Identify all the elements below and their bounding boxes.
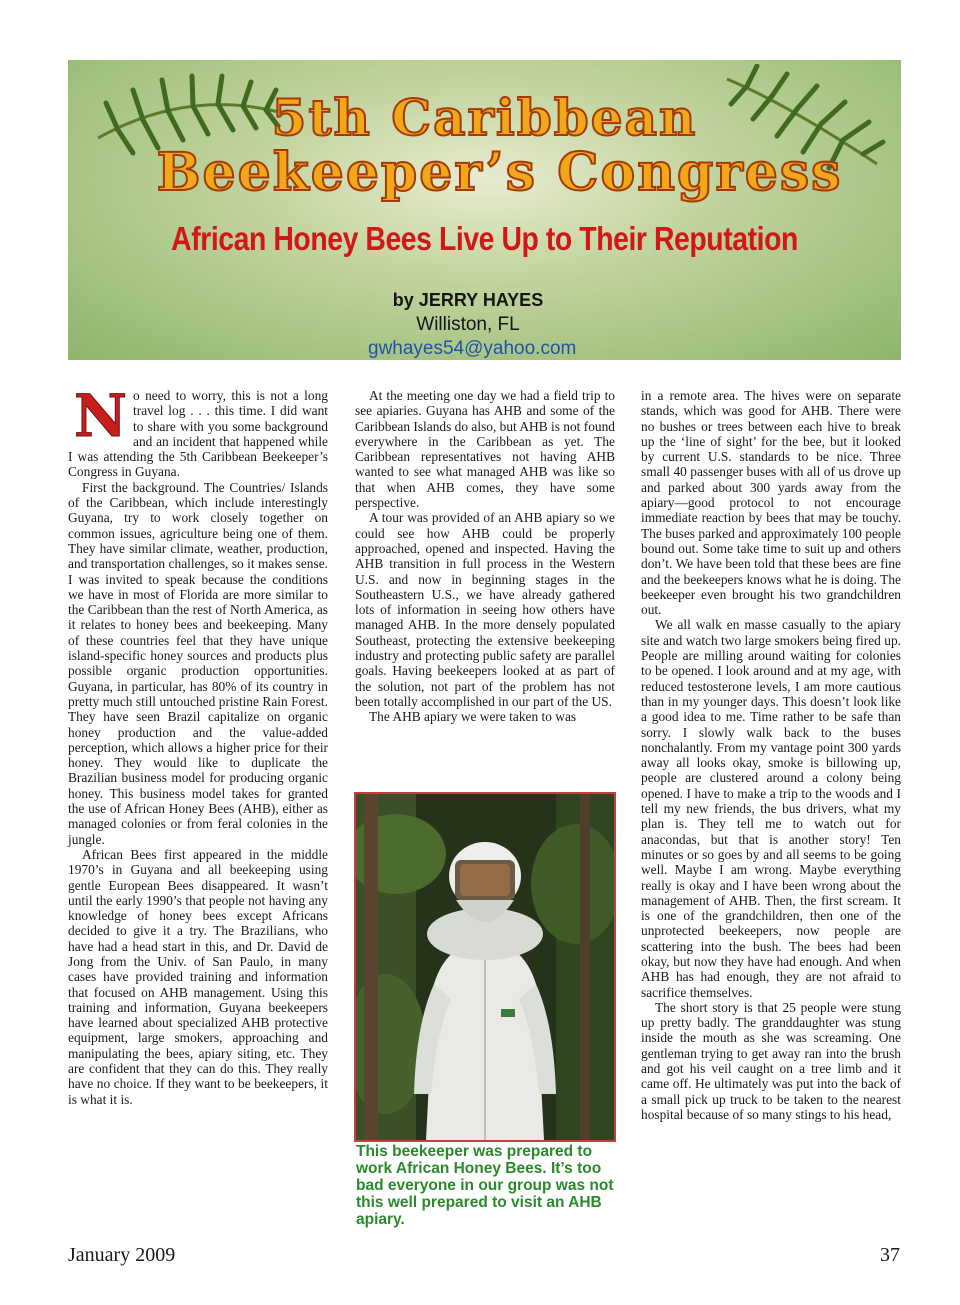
paragraph: At the meeting one day we had a field trip to see apiaries. Guyana has AHB and some of the Caribbean Islands do also, but AHB is not found everywhere in the Caribbean as yet. The Caribbean representatives not having AHB wanted to see what managed AHB was like so that when AHB comes, they have some perspective. xyxy=(355,388,615,511)
beekeeper-photo xyxy=(354,792,616,1142)
article-column-3 xyxy=(641,388,901,1122)
paragraph: The short story is that 25 people were stung up pretty badly. The granddaughter was stung inside the mouth as she was screaming. One gentleman trying to get away ran into the brush and got his veil caught on a tree limb and it came off. He ultimately was put into the back of a small pick up truck to be taken to the nearest hospital because of so many stings to his head, xyxy=(641,999,901,1122)
author-name: by JERRY HAYES xyxy=(392,290,544,310)
paragraph: o need to worry, this is not a long travel log . . . this time. I did want to share with you some background and an incident that happened while I was attending the 5th Caribbean Beekeeper’s Congress in Guyana. xyxy=(68,388,328,480)
paragraph: The AHB apiary we were taken to was xyxy=(369,709,577,725)
byline xyxy=(368,288,577,360)
article-title-line1: 5th Caribbean xyxy=(271,88,698,147)
article-subtitle: African Honey Bees Live Up to Their Reputation xyxy=(171,220,798,257)
page-number: 37 xyxy=(880,1244,900,1266)
beekeeper-in-suit-image xyxy=(356,794,614,1140)
author-email: gwhayes54@yahoo.com xyxy=(368,338,577,359)
drop-cap: N xyxy=(74,382,128,450)
article-title-line2: Beekeeper’s Congress xyxy=(156,142,843,203)
photo-caption: This beekeeper was prepared to work African Honey Bees. It’s too bad everyone in our group was not this well prepared to visit an AHB apiary. xyxy=(356,1143,614,1228)
article-column-1 xyxy=(68,382,328,1107)
article-column-2 xyxy=(355,388,615,725)
author-location: Williston, FL xyxy=(416,314,520,335)
paragraph: African Bees first appeared in the middle 1970’s in Guyana and all beekeeping using gentle European Bees disappeared. It wasn’t until the early 1990’s that people not having any knowledge of honey bees except Africans decided to give it a try. The Brazilians, who have had a head start in this, and Dr. David de Jong from the Univ. of San Paulo, in many cases have provided training and information that focused on AHB management. Using this training and information, Guyana beekeepers have learned about specialized AHB protective equipment, large smokers, approaching and manipulating the bees, apiary siting, etc. They are confident that they can do this. They really have no choice. If they want to be beekeepers, it is what it is. xyxy=(68,846,328,1107)
paragraph: A tour was provided of an AHB apiary so we could see how AHB could be properly approached, opened and inspected. Having the AHB transition in full process in the Western U.S. and now in beginning stages in the Southeastern U.S., we have already gathered lots of information in seeing how others have managed AHB. In the more densely populated Southeast, protecting the extensive beekeeping industry and protecting public safety are parallel goals. Having beekeepers looked at as part of the solution, not part of the problem has not been totally accomplished in our part of the US. xyxy=(355,510,615,709)
header-banner xyxy=(68,60,901,360)
paragraph: First the background. The Countries/ Islands of the Caribbean, which include interestingly Guyana, try to work closely together on common issues, agriculture being one of them. They have similar climate, weather, production, and transportation challenges, so it makes sense. I was invited to speak because the conditions we have in most of Florida are more similar to the Caribbean than the rest of North America, as it relates to honey bees and beekeeping. Many of these countries feel that they have unique island-specific honey sources and products plus possible organic production opportunities. Guyana, in particular, has 80% of its country in pretty much still untouched pristine Rain Forest. They have seen Brazil capitalize on organic honey production and the value-added perception, which allows a higher price for their honey. They would like to duplicate the Brazilian business model for producing organic honey. This business model takes for granted the use of African Honey Bees (AHB), either as managed colonies or from feral colonies in the jungle. xyxy=(68,479,328,847)
paragraph: in a remote area. The hives were on separate stands, which was good for AHB. There were no bushes or trees between each hive to break up the ‘line of sight’ for the bee, but it looked by current U.S. standards to be nice. Three small 40 passenger buses with all of us drove up and parked about 300 yards away from the apiary—good protocol to not encourage immediate reaction by bees that may be touchy. The buses parked and approximately 100 people bound out. Some take time to suit up and others don’t. We have been told that these bees are fine and the beekeepers knows what he is doing. The beekeeper even brought his two grandchildren out. xyxy=(641,388,901,618)
paragraph: We all walk en masse casually to the apiary site and watch two large smokers being fired up. People are milling around waiting for colonies to be opened. I look around and at my age, with reduced testosterone levels, I am more cautious than in my younger days. This doesn’t look like a good idea to me. Time rather to be safe than sorry. I slowly walk back to the buses nonchalantly. From my vantage point 300 yards away all looks okay, smoke is billowing up, people are clustered around a colony being opened. I have to make a trip to the woods and I tell my new friends, the bus drivers, what my plan is. They tell me to watch out for anacondas, but that is another story! Ten minutes or so goes by and all seems to be going well. Maybe I am wrong. Maybe everything really is okay and I have been wrong about the management of AHB. Then, the first scream. It is one of the grandchildren, then one of the unprotected beekeepers, now people are scattering into the bush. The bees had been okay, but now they have had enough. And when AHB has had enough, they are not afraid to sacrifice themselves. xyxy=(641,617,901,1000)
issue-date: January 2009 xyxy=(68,1244,176,1266)
